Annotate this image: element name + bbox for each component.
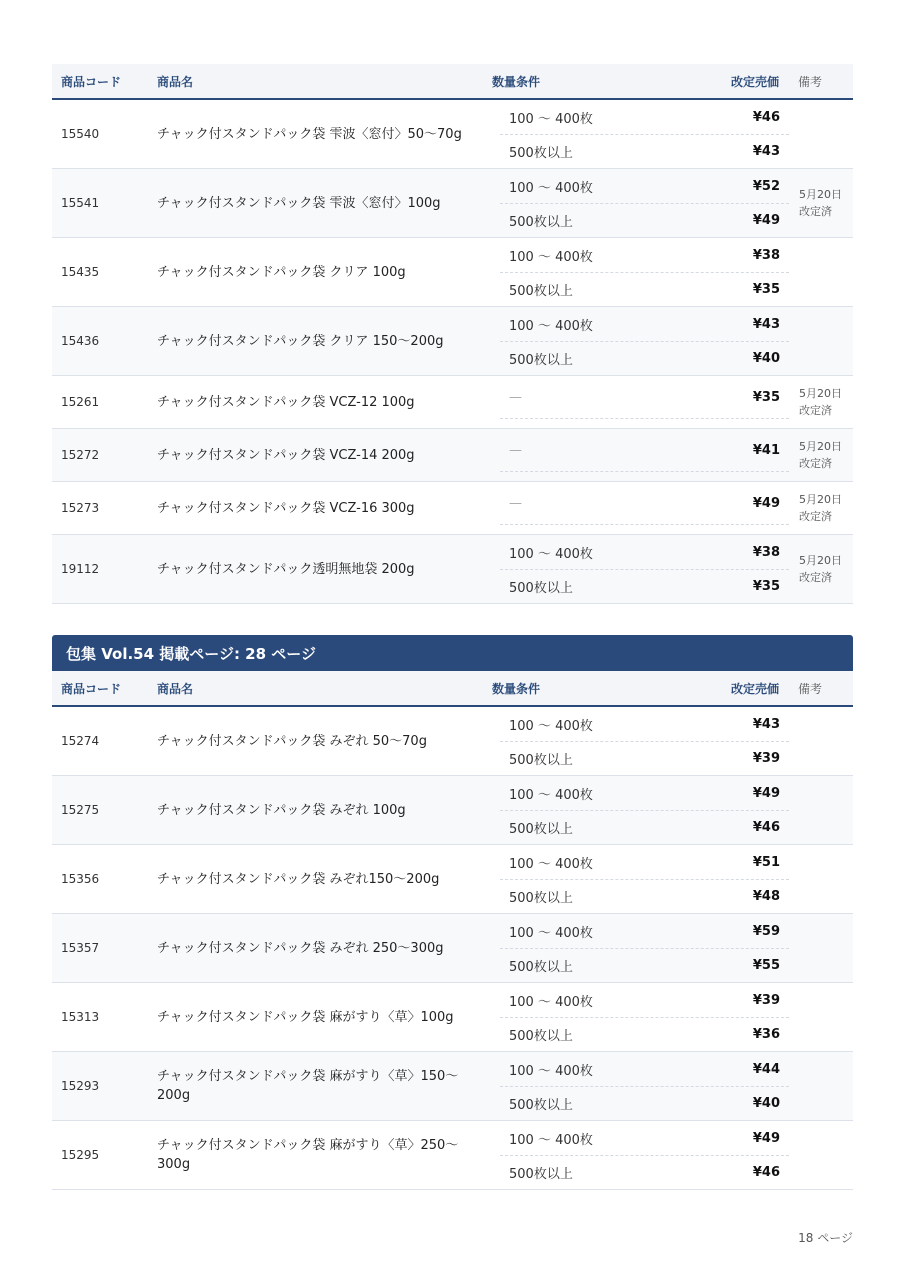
quantity-condition: 500枚以上 [509, 822, 573, 837]
table-row [52, 914, 853, 983]
price-tier [500, 1155, 789, 1189]
remark [789, 307, 853, 375]
revised-price: ¥49 [752, 785, 780, 801]
quantity-condition: 100 〜 400枚 [509, 1132, 593, 1148]
revised-price: ¥39 [752, 992, 780, 1008]
remark [789, 845, 853, 913]
table-row [52, 535, 853, 604]
revised-price: ¥44 [752, 1061, 780, 1077]
price-tiers [500, 238, 789, 306]
price-tier [500, 1121, 789, 1155]
product-code: 15293 [61, 1079, 100, 1093]
price-tier [500, 776, 789, 810]
product-name: チャック付スタンドパック袋 VCZ-16 300g [157, 500, 415, 516]
price-tier [500, 535, 789, 569]
revised-price: ¥46 [752, 109, 780, 125]
product-name: チャック付スタンドパック袋 VCZ-12 100g [157, 394, 415, 410]
price-tier [500, 914, 789, 948]
table-row [52, 1052, 853, 1121]
header-code: 商品コード [61, 74, 122, 89]
revised-price: ¥38 [752, 544, 780, 560]
product-code: 15274 [61, 734, 100, 748]
remark: 5月20日 改定済 [799, 440, 842, 470]
product-code: 15272 [61, 448, 100, 462]
revised-price: ¥43 [752, 316, 780, 332]
table-row [52, 376, 853, 429]
revised-price: ¥59 [752, 923, 780, 939]
price-tiers [500, 914, 789, 982]
header-price: 改定売価 [730, 74, 779, 89]
revised-price: ¥49 [752, 1130, 780, 1146]
table-body [52, 707, 853, 1190]
price-tier [500, 879, 789, 913]
table-row [52, 1121, 853, 1190]
product-code: 15313 [61, 1010, 100, 1024]
product-name: チャック付スタンドパック袋 クリア 100g [157, 264, 406, 280]
price-tiers [500, 1121, 789, 1189]
remark [789, 776, 853, 844]
remark [789, 983, 853, 1051]
quantity-condition: 500枚以上 [509, 891, 573, 906]
header-note: 備考 [798, 74, 823, 89]
price-tier [500, 845, 789, 879]
price-tier [500, 1086, 789, 1120]
page-number: 18 ページ [798, 1231, 853, 1245]
product-name: チャック付スタンドパック袋 みぞれ 250〜300g [157, 940, 444, 956]
quantity-condition: 100 〜 400枚 [509, 249, 593, 265]
quantity-condition: 500枚以上 [509, 353, 573, 368]
price-tier [500, 376, 789, 419]
price-tiers [500, 1052, 789, 1120]
product-code: 15295 [61, 1148, 100, 1162]
table-row [52, 100, 853, 169]
quantity-condition: 500枚以上 [509, 960, 573, 975]
price-tier [500, 203, 789, 237]
product-name: チャック付スタンドパック袋 雫波〈窓付〉100g [157, 195, 441, 211]
revised-price: ¥52 [752, 178, 780, 194]
revised-price: ¥41 [752, 442, 780, 458]
price-tiers [500, 535, 789, 603]
price-tier [500, 272, 789, 306]
price-table-1 [52, 64, 853, 604]
quantity-condition: 500枚以上 [509, 1029, 573, 1044]
product-code: 15356 [61, 872, 100, 886]
product-name: チャック付スタンドパック透明無地袋 200g [157, 561, 415, 577]
price-tier [500, 1052, 789, 1086]
price-tiers [500, 845, 789, 913]
quantity-condition: 500枚以上 [509, 1098, 573, 1113]
header-name: 商品名 [157, 681, 194, 696]
header-code: 商品コード [61, 681, 122, 696]
price-table-2 [52, 671, 853, 1190]
revised-price: ¥36 [752, 1027, 780, 1042]
product-name: チャック付スタンドパック袋 麻がすり〈草〉100g [157, 1009, 454, 1025]
price-tier [500, 569, 789, 603]
revised-price: ¥48 [752, 889, 780, 904]
product-code: 15435 [61, 265, 100, 279]
remark [789, 914, 853, 982]
revised-price: ¥43 [752, 144, 780, 159]
quantity-condition: 100 〜 400枚 [509, 925, 593, 941]
price-tier [500, 707, 789, 741]
revised-price: ¥49 [752, 213, 780, 228]
price-tier [500, 482, 789, 525]
quantity-condition: 100 〜 400枚 [509, 994, 593, 1010]
quantity-condition: 100 〜 400枚 [509, 1063, 593, 1079]
remark: 5月20日 改定済 [799, 387, 842, 417]
header-price: 改定売価 [730, 681, 779, 696]
price-tiers [500, 983, 789, 1051]
table-header [52, 64, 853, 100]
revised-price: ¥43 [752, 716, 780, 732]
revised-price: ¥38 [752, 247, 780, 263]
quantity-condition: 500枚以上 [509, 284, 573, 299]
table-row [52, 238, 853, 307]
table-row [52, 707, 853, 776]
quantity-condition: 100 〜 400枚 [509, 718, 593, 734]
table-row [52, 169, 853, 238]
table-row [52, 482, 853, 535]
price-tier [500, 1017, 789, 1051]
revised-price: ¥46 [752, 820, 780, 835]
product-name: チャック付スタンドパック袋 みぞれ 100g [157, 802, 406, 818]
revised-price: ¥40 [752, 351, 780, 366]
price-tier [500, 810, 789, 844]
revised-price: ¥49 [752, 495, 780, 511]
product-code: 19112 [61, 562, 100, 576]
price-tier [500, 341, 789, 375]
price-tiers [500, 429, 789, 481]
quantity-condition: 500枚以上 [509, 146, 573, 161]
quantity-condition: 500枚以上 [509, 581, 573, 596]
revised-price: ¥46 [752, 1165, 780, 1180]
quantity-condition: 100 〜 400枚 [509, 546, 593, 562]
product-code: 15436 [61, 334, 100, 348]
remark [789, 238, 853, 306]
price-tiers [500, 707, 789, 775]
quantity-condition: 500枚以上 [509, 753, 573, 768]
remark: 5月20日 改定済 [799, 188, 842, 218]
table-row [52, 845, 853, 914]
table-row [52, 983, 853, 1052]
revised-price: ¥51 [752, 854, 780, 870]
quantity-condition: — [509, 389, 522, 405]
price-tier [500, 134, 789, 168]
header-qty: 数量条件 [492, 74, 541, 89]
revised-price: ¥55 [752, 958, 780, 973]
price-tier [500, 948, 789, 982]
product-name: チャック付スタンドパック袋 VCZ-14 200g [157, 447, 415, 463]
quantity-condition: 500枚以上 [509, 1167, 573, 1182]
price-tier [500, 169, 789, 203]
remark [789, 707, 853, 775]
product-code: 15540 [61, 127, 100, 141]
product-code: 15541 [61, 196, 100, 210]
product-name: チャック付スタンドパック袋 雫波〈窓付〉50〜70g [157, 126, 462, 142]
remark [789, 1052, 853, 1120]
product-name: チャック付スタンドパック袋 麻がすり〈草〉250〜300g [157, 1138, 459, 1172]
quantity-condition: 100 〜 400枚 [509, 111, 593, 127]
price-tiers [500, 376, 789, 428]
price-tier [500, 307, 789, 341]
product-code: 15273 [61, 501, 100, 515]
remark: 5月20日 改定済 [799, 493, 842, 523]
table-row [52, 429, 853, 482]
product-name: チャック付スタンドパック袋 麻がすり〈草〉150〜200g [157, 1069, 459, 1103]
remark [789, 1121, 853, 1189]
quantity-condition: 100 〜 400枚 [509, 318, 593, 334]
header-qty: 数量条件 [492, 681, 541, 696]
product-code: 15261 [61, 395, 100, 409]
remark: 5月20日 改定済 [799, 554, 842, 584]
table-body [52, 100, 853, 604]
price-tiers [500, 482, 789, 534]
price-tier [500, 238, 789, 272]
price-tier [500, 741, 789, 775]
product-code: 15275 [61, 803, 100, 817]
table-header [52, 671, 853, 707]
table-row [52, 307, 853, 376]
quantity-condition: 100 〜 400枚 [509, 856, 593, 872]
remark [789, 100, 853, 168]
product-name: チャック付スタンドパック袋 クリア 150〜200g [157, 333, 444, 349]
price-tiers [500, 776, 789, 844]
product-code: 15357 [61, 941, 100, 955]
revised-price: ¥35 [752, 389, 780, 405]
product-name: チャック付スタンドパック袋 みぞれ150〜200g [157, 871, 440, 887]
price-tier [500, 983, 789, 1017]
revised-price: ¥39 [752, 751, 780, 766]
revised-price: ¥40 [752, 1096, 780, 1111]
header-name: 商品名 [157, 74, 194, 89]
quantity-condition: — [509, 442, 522, 458]
header-note: 備考 [798, 681, 823, 696]
price-tier [500, 100, 789, 134]
price-tiers [500, 100, 789, 168]
quantity-condition: 500枚以上 [509, 215, 573, 230]
revised-price: ¥35 [752, 282, 780, 297]
price-tiers [500, 307, 789, 375]
quantity-condition: 100 〜 400枚 [509, 180, 593, 196]
quantity-condition: 100 〜 400枚 [509, 787, 593, 803]
revised-price: ¥35 [752, 579, 780, 594]
quantity-condition: — [509, 495, 522, 511]
product-name: チャック付スタンドパック袋 みぞれ 50〜70g [157, 733, 427, 749]
price-tiers [500, 169, 789, 237]
section-title: 包集 Vol.54 掲載ページ: 28 ページ [52, 635, 853, 671]
table-row [52, 776, 853, 845]
price-tier [500, 429, 789, 472]
